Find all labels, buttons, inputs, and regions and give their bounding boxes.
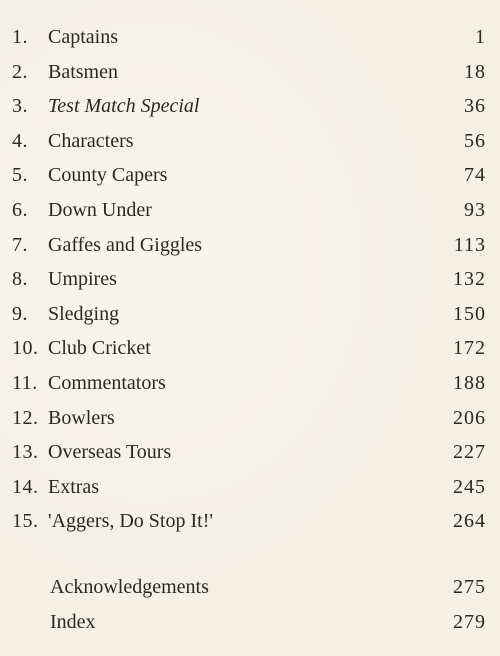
chapter-number: 2. bbox=[12, 60, 28, 83]
page-number: 279 bbox=[453, 610, 486, 633]
contents-entry bbox=[0, 228, 500, 263]
page-number: 93 bbox=[464, 198, 486, 221]
page-number: 188 bbox=[453, 371, 486, 394]
contents-entry bbox=[0, 297, 500, 332]
contents-entry bbox=[0, 504, 500, 539]
contents-entry bbox=[0, 193, 500, 228]
contents-entry bbox=[0, 89, 500, 124]
page-number: 74 bbox=[464, 164, 486, 187]
chapter-number: 7. bbox=[12, 233, 28, 256]
chapter-title: Down Under bbox=[48, 198, 152, 221]
chapter-title: Batsmen bbox=[48, 60, 118, 83]
chapter-number: 1. bbox=[12, 26, 28, 48]
back-matter-entry bbox=[0, 605, 500, 640]
chapter-number: 11. bbox=[12, 371, 38, 394]
chapter-title: Characters bbox=[48, 129, 134, 152]
contents-entry bbox=[0, 124, 500, 159]
chapter-number: 14. bbox=[12, 475, 39, 498]
page-number: 113 bbox=[453, 233, 486, 256]
contents-entry bbox=[0, 331, 500, 366]
contents-entry bbox=[0, 262, 500, 297]
back-matter-list bbox=[0, 570, 500, 639]
chapter-number: 8. bbox=[12, 268, 28, 291]
chapter-title: Bowlers bbox=[48, 406, 115, 429]
contents-entry bbox=[0, 470, 500, 505]
chapter-title: Umpires bbox=[48, 268, 117, 291]
chapter-number: 15. bbox=[12, 510, 39, 533]
page-number: 132 bbox=[453, 268, 486, 291]
chapter-title: Gaffes and Giggles bbox=[48, 233, 203, 256]
page-number: 56 bbox=[464, 129, 486, 152]
chapter-title: Test Match Special bbox=[48, 95, 200, 118]
page-number: 1 bbox=[475, 26, 486, 48]
chapter-title: Commentators bbox=[48, 371, 166, 394]
contents-entry bbox=[0, 158, 500, 193]
chapter-title: Extras bbox=[48, 475, 100, 498]
chapter-title: Sledging bbox=[48, 302, 120, 325]
chapter-number: 10. bbox=[12, 337, 39, 360]
contents-entry bbox=[0, 401, 500, 436]
page-number: 206 bbox=[453, 406, 486, 429]
chapter-number: 9. bbox=[12, 302, 28, 325]
back-matter-title: Index bbox=[50, 610, 96, 633]
table-of-contents bbox=[0, 20, 500, 539]
chapter-number: 12. bbox=[12, 406, 39, 429]
chapter-number: 13. bbox=[12, 441, 39, 464]
page-number: 245 bbox=[453, 475, 486, 498]
chapter-title: 'Aggers, Do Stop It!' bbox=[48, 510, 213, 533]
chapter-number: 4. bbox=[12, 129, 28, 152]
chapter-title: Captains bbox=[48, 26, 118, 48]
page-number: 36 bbox=[464, 95, 486, 118]
chapter-number: 6. bbox=[12, 198, 28, 221]
back-matter-entry bbox=[0, 570, 500, 605]
page-number: 18 bbox=[464, 60, 486, 83]
page-number: 264 bbox=[453, 510, 486, 533]
page-number: 275 bbox=[453, 576, 486, 598]
page-number: 172 bbox=[453, 337, 486, 360]
chapter-number: 3. bbox=[12, 95, 28, 118]
chapter-title: County Capers bbox=[48, 164, 168, 187]
contents-entry bbox=[0, 55, 500, 90]
page-number: 150 bbox=[453, 302, 486, 325]
page-number: 227 bbox=[453, 441, 486, 464]
contents-entry bbox=[0, 435, 500, 470]
chapter-title: Club Cricket bbox=[48, 337, 151, 360]
back-matter-title: Acknowledgements bbox=[50, 576, 209, 598]
contents-entry bbox=[0, 366, 500, 401]
chapter-title: Overseas Tours bbox=[48, 441, 172, 464]
contents-entry bbox=[0, 20, 500, 55]
chapter-number: 5. bbox=[12, 164, 28, 187]
